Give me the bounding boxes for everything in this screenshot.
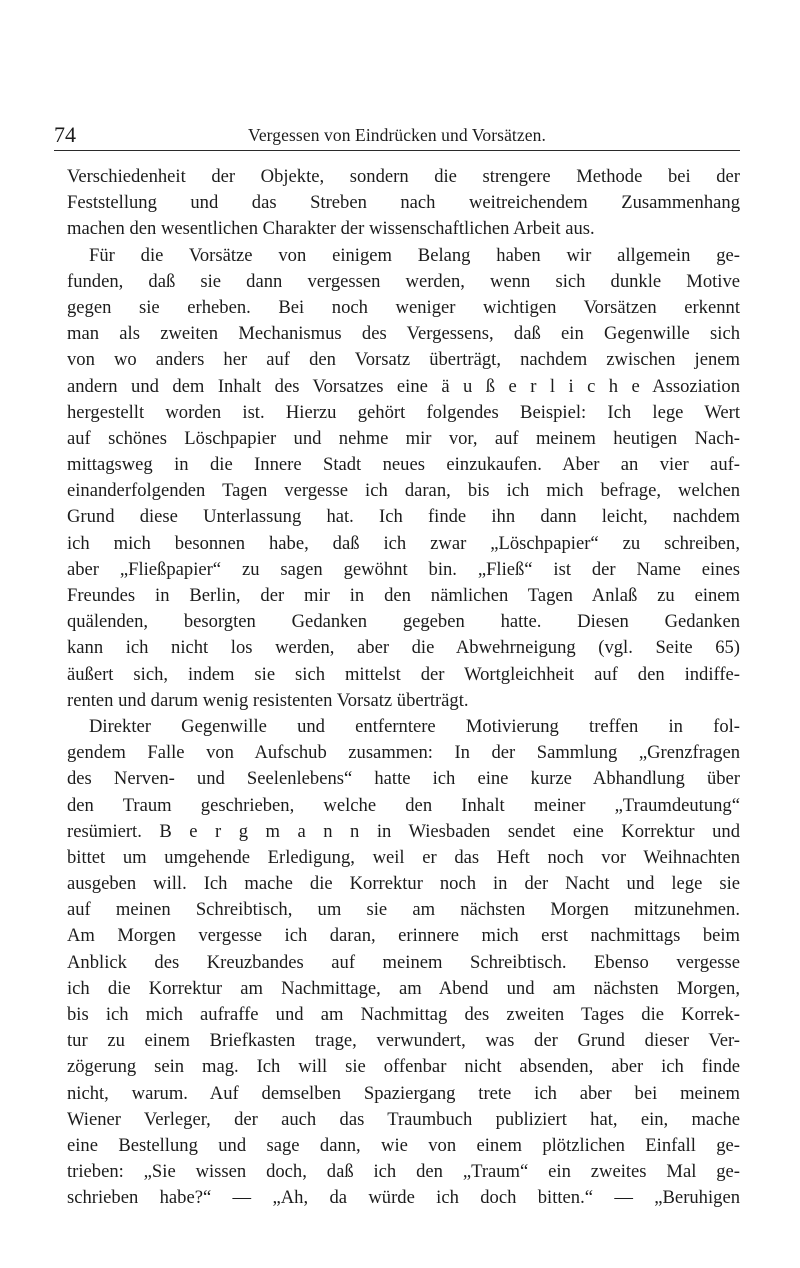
text-line: bis ich mich aufraffe und am Nachmittag des zweiten Tages die Korrek- [67, 1004, 740, 1025]
text-line: hergestellt worden ist. Hierzu gehört folgendes Beispiel: Ich lege Wert [67, 401, 740, 423]
running-head [54, 120, 740, 151]
text-line: zögerung sein mag. Ich will sie offenbar nicht absenden, aber ich finde [67, 1056, 740, 1078]
text-line: aber „Fließpapier“ zu sagen gewöhnt bin. „Fließ“ ist der Name eines [67, 558, 740, 580]
text-line: ich die Korrektur am Nachmittage, am Abend und am nächsten Morgen, [67, 977, 740, 999]
text-line: Grund diese Unterlassung hat. Ich finde ihn dann leicht, nachdem [67, 506, 740, 528]
text-line: ausgeben will. Ich mache die Korrektur noch in der Nacht und lege sie [67, 873, 740, 895]
text-line: funden, daß sie dann vergessen werden, wenn sich dunkle Motive [67, 270, 740, 292]
text-line: Am Morgen vergesse ich daran, erinnere mich erst nachmittags beim [67, 925, 740, 947]
text-line: renten und darum wenig resistenten Vorsatz überträgt. [67, 689, 469, 711]
text-line: bittet um umgehende Erledigung, weil er das Heft noch vor Weihnachten [67, 846, 740, 868]
text-line: ich mich besonnen habe, daß ich zwar „Löschpapier“ zu schreiben, [67, 532, 740, 554]
text-line: gegen sie erheben. Bei noch weniger wichtigen Vorsätzen erkennt [67, 296, 740, 318]
text-line: tur zu einem Briefkasten trage, verwundert, was der Grund dieser Ver- [67, 1030, 740, 1052]
text-line: auf meinen Schreibtisch, um sie am nächsten Morgen mitzunehmen. [67, 899, 740, 921]
text-line: Verschiedenheit der Objekte, sondern die strengere Methode bei der [67, 166, 740, 187]
text-line: resümiert. B e r g m a n n in Wiesbaden sendet eine Korrektur und [67, 820, 740, 842]
text-line: schrieben habe?“ — „Ah, da würde ich doch bitten.“ — „Beruhigen [67, 1187, 740, 1209]
text-line: Direkter Gegenwille und entferntere Motivierung treffen in fol- [89, 715, 740, 737]
text-line: des Nerven- und Seelenlebens“ hatte ich eine kurze Abhandlung über [67, 768, 740, 790]
body-text [67, 164, 740, 1212]
text-line: machen den wesentlichen Charakter der wissenschaftlichen Arbeit aus. [67, 218, 595, 240]
text-line: kann ich nicht los werden, aber die Abwehrneigung (vgl. Seite 65) [67, 637, 740, 659]
text-line: einanderfolgenden Tagen vergesse ich daran, bis ich mich befrage, welchen [67, 480, 740, 502]
text-line: nicht, warum. Auf demselben Spaziergang trete ich aber bei meinem [67, 1082, 740, 1104]
text-line: auf schönes Löschpapier und nehme mir vor, auf meinem heutigen Nach- [67, 427, 740, 449]
text-line: eine Bestellung und sage dann, wie von einem plötzlichen Einfall ge- [67, 1134, 740, 1156]
text-line: trieben: „Sie wissen doch, daß ich den „Traum“ ein zweites Mal ge- [67, 1161, 740, 1183]
text-line: andern und dem Inhalt des Vorsatzes eine ä u ß e r l i c h e Assoziation [67, 375, 740, 397]
text-line: Freundes in Berlin, der mir in den nämlichen Tagen Anlaß zu einem [67, 585, 740, 606]
text-line: von wo anders her auf den Vorsatz überträgt, nachdem zwischen jenem [67, 349, 740, 371]
text-line: man als zweiten Mechanismus des Vergessens, daß ein Gegenwille sich [67, 323, 740, 345]
text-line: den Traum geschrieben, welche den Inhalt meiner „Traumdeutung“ [67, 794, 740, 816]
text-line: gendem Falle von Aufschub zusammen: In der Sammlung „Grenzfragen [67, 742, 740, 764]
text-line: Anblick des Kreuzbandes auf meinem Schreibtisch. Ebenso vergesse [67, 951, 740, 973]
text-line: mittagsweg in die Innere Stadt neues einzukaufen. Aber an vier auf- [67, 454, 740, 476]
text-line: äußert sich, indem sie sich mittelst der Wortgleichheit auf den indiffe- [67, 663, 740, 685]
page-number: 74 [54, 122, 76, 147]
text-line: quälenden, besorgten Gedanken gegeben hatte. Diesen Gedanken [67, 611, 740, 633]
text-line: Für die Vorsätze von einigem Belang haben wir allgemein ge- [89, 244, 740, 266]
running-title: Vergessen von Eindrücken und Vorsätzen. [248, 125, 546, 145]
text-line: Feststellung und das Streben nach weitreichendem Zusammenhang [67, 192, 740, 214]
text-line: Wiener Verleger, der auch das Traumbuch publiziert hat, ein, mache [67, 1108, 740, 1130]
